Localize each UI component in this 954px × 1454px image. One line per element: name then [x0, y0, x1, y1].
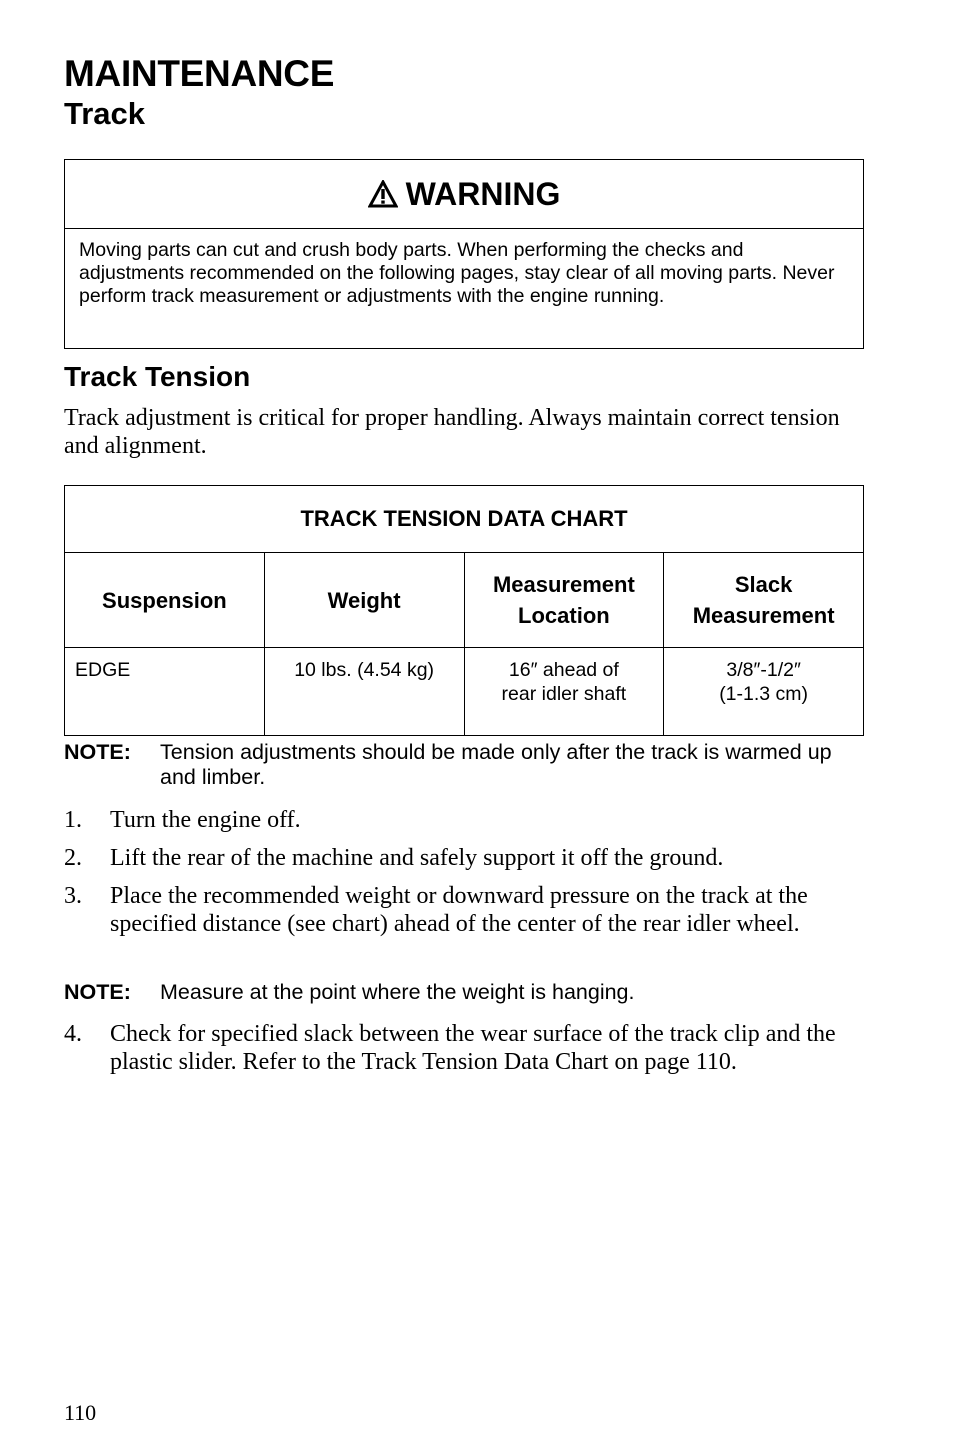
- note-text: Measure at the point where the weight is hanging.: [160, 980, 635, 1004]
- cell-location: [464, 648, 664, 736]
- cell-weight: 10 lbs. (4.54 kg): [264, 648, 464, 736]
- table-row: [65, 648, 864, 736]
- cell-location-line2: rear idler shaft: [501, 683, 627, 705]
- note-weight: [64, 980, 860, 1005]
- page: [64, 52, 864, 1075]
- step-number: 3.: [64, 883, 82, 909]
- steps-list: [64, 806, 864, 948]
- track-tension-data-chart: [64, 485, 864, 736]
- column-header-suspension: Suspension: [65, 553, 265, 648]
- chart-header-row: [65, 553, 864, 648]
- warning-title: WARNING: [405, 175, 561, 212]
- step-text: Turn the engine off.: [110, 807, 301, 833]
- steps-list-continued: [64, 1020, 864, 1086]
- list-item: [64, 882, 864, 938]
- list-item: [64, 844, 864, 872]
- note-label: NOTE:: [64, 740, 131, 764]
- cell-suspension: EDGE: [65, 648, 265, 736]
- list-item: [64, 806, 864, 834]
- column-header-weight: Weight: [264, 553, 464, 648]
- warning-header: [65, 160, 863, 229]
- cell-location-line1: 16″ ahead of: [508, 659, 619, 681]
- note-tension: [64, 740, 860, 790]
- list-item: [64, 1020, 864, 1076]
- chart-title: TRACK TENSION DATA CHART: [65, 486, 864, 553]
- cell-slack: [664, 648, 864, 736]
- column-header-slack-measurement: Slack Measurement: [664, 553, 864, 648]
- step-text: Place the recommended weight or downward pressure on the track at the specified distance (see chart) ahead of the center of the rear idler wheel.: [110, 883, 808, 937]
- note-label: NOTE:: [64, 980, 131, 1004]
- step-number: 2.: [64, 845, 82, 871]
- warning-triangle-icon: [368, 180, 398, 208]
- cell-slack-line2: (1-1.3 cm): [719, 683, 809, 705]
- track-tension-heading: Track Tension: [64, 361, 251, 392]
- note-text: Tension adjustments should be made only after the track is warmed up and limber.: [160, 740, 832, 789]
- page-number: 110: [64, 1400, 97, 1425]
- warning-box: [64, 159, 864, 349]
- section-title: MAINTENANCE: [64, 53, 335, 94]
- subsection-title: Track: [64, 96, 146, 131]
- step-text: Check for specified slack between the wear surface of the track clip and the plastic slider. Refer to the Track Tension Data Chart on page 110.: [110, 1021, 836, 1075]
- column-header-measurement-location: Measurement Location: [464, 553, 664, 648]
- track-tension-intro: Track adjustment is critical for proper handling. Always maintain correct tension and alignment.: [64, 405, 840, 459]
- warning-body: Moving parts can cut and crush body parts. When performing the checks and adjustments recommended on the following pages, stay clear of all moving parts. Never perform track measurement or adjustments with the engine running.: [79, 239, 835, 307]
- step-number: 4.: [64, 1021, 82, 1047]
- step-number: 1.: [64, 807, 82, 833]
- cell-slack-line1: 3/8″-1/2″: [726, 659, 801, 681]
- step-text: Lift the rear of the machine and safely support it off the ground.: [110, 845, 724, 871]
